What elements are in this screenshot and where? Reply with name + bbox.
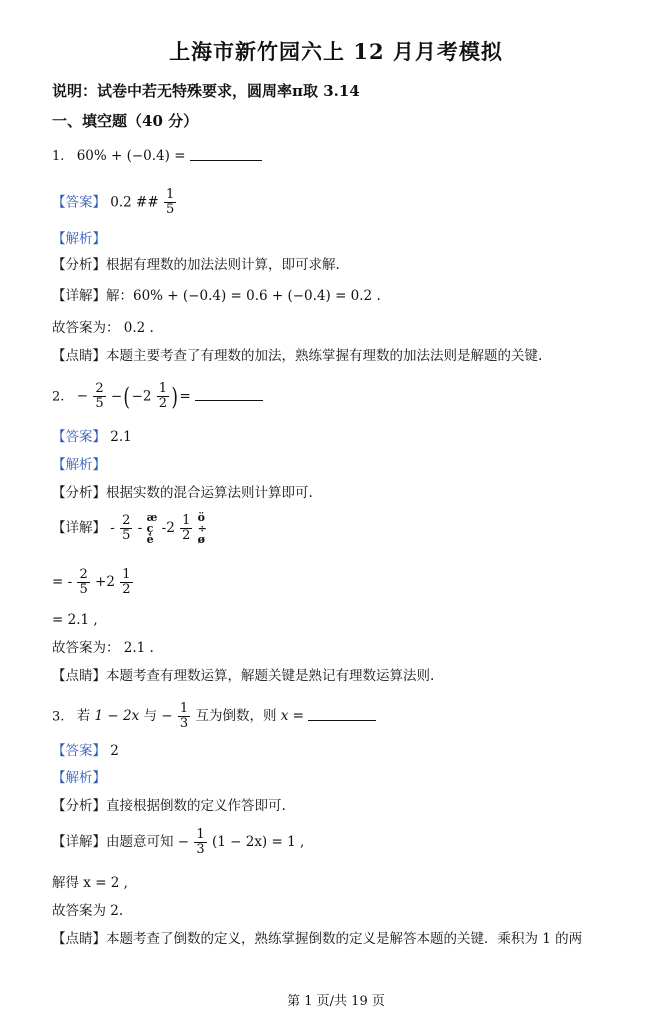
analysis-tag-line (52, 772, 106, 786)
fraction-numerator: 1 (165, 187, 175, 202)
xiangjie-line (52, 290, 381, 304)
fenxi-text: 根据有理数的加法法则计算，即可求解. (106, 257, 340, 273)
fraction-denominator: 5 (79, 582, 88, 598)
xiangjie-tag: 【详解】 (52, 288, 106, 304)
analysis-tag: 【解析】 (52, 770, 106, 786)
fenxi-line (52, 487, 313, 501)
fraction-denominator: 3 (179, 716, 189, 732)
step-result: = 2.1 , (52, 612, 98, 628)
analysis-tag-line (52, 233, 106, 247)
fraction-b (180, 514, 192, 544)
fraction-numerator: 1 (196, 827, 205, 842)
answer-fraction (164, 188, 176, 218)
answer-blank (195, 399, 263, 401)
step-line (52, 568, 134, 598)
xiangjie-tag: 【详解】 (52, 519, 106, 536)
question-3: 3. 若 1 − 2x 与 − $\frac{1}{3}$ 互为倒数，则 x = (52, 702, 376, 732)
conclusion-line: 故答案为： 2.1 . (52, 640, 154, 656)
xiangjie-line: 【详解】 - $\frac{2}{5}$ - æ ç è -2 $\frac{1}{2}$ ö ÷ ø (52, 511, 207, 546)
question-text: 若 (76, 708, 91, 725)
fraction-numerator: 2 (95, 381, 104, 396)
answer-line (52, 188, 177, 218)
question-fraction (178, 702, 190, 732)
fraction-numerator: 1 (122, 567, 131, 582)
fraction-denominator: 2 (122, 582, 131, 598)
xiangjie-fraction (194, 828, 206, 858)
fenxi-line (52, 800, 286, 814)
xiangjie-tag: 【详解】 (52, 834, 106, 851)
garble-bot: è (146, 533, 154, 546)
page-title: 上海市新竹园六上 12 月月考模拟 (169, 39, 503, 64)
xiangjie-expression: (1 − 2x) = 1 , (211, 834, 305, 851)
section-heading: 一、填空题（40 分） (52, 112, 199, 130)
fraction-numerator: 2 (79, 567, 88, 582)
fraction-denominator: 3 (196, 842, 205, 858)
dianjing-text: 本题考查了倒数的定义，熟练掌握倒数的定义是解答本题的关键．乘积为 1 的两 (106, 931, 583, 947)
answer-blank (190, 159, 262, 161)
mixed-whole: 2 (166, 519, 175, 536)
question-variable: x = (280, 708, 304, 725)
page-footer: 第 1 页/共 19 页 (287, 994, 385, 1009)
xiangjie-expression: 60% + (−0.4) = 0.6 + (−0.4) = 0.2 . (133, 288, 381, 304)
fenxi-tag: 【分析】 (52, 257, 106, 273)
question-text: 互为倒数，则 (195, 708, 277, 725)
fenxi-tag: 【分析】 (52, 485, 106, 501)
fraction-b (120, 568, 132, 598)
garble-mid: ÷ (197, 522, 207, 535)
fenxi-line (52, 259, 340, 273)
garble-bot: ø (197, 533, 205, 546)
conclusion-line: 故答案为： 0.2 . (52, 320, 154, 336)
fraction-denominator: 5 (122, 528, 131, 543)
answer-line (52, 431, 132, 445)
analysis-tag: 【解析】 (52, 231, 106, 247)
fraction-numerator: 1 (158, 381, 168, 396)
answer-blank (308, 719, 376, 721)
xiangjie-prefix: 由题意可知 (106, 834, 174, 851)
dianjing-line (52, 670, 434, 684)
garble-mid: ç (146, 522, 154, 535)
question-expression: 1 − 2x (94, 708, 140, 725)
fraction-numerator: 1 (182, 512, 191, 528)
analysis-tag: 【解析】 (52, 457, 106, 473)
garble-top: æ (146, 511, 158, 524)
fraction-denominator: 5 (95, 396, 104, 412)
fraction-denominator: 2 (158, 396, 168, 412)
conclusion-line: 故答案为 2. (52, 903, 124, 919)
mixed-whole: 2 (142, 388, 152, 405)
fraction-a (93, 382, 105, 412)
garbled-bracket-right (198, 512, 207, 545)
dianjing-line (52, 933, 582, 947)
xiangjie-prefix: 解： (106, 288, 133, 304)
dianjing-tag: 【点睛】 (52, 348, 106, 364)
fraction-a (77, 568, 89, 598)
fraction-b (157, 382, 169, 412)
question-1 (52, 150, 262, 164)
answer-tag: 【答案】 (52, 429, 106, 445)
dianjing-line (52, 350, 542, 364)
analysis-tag-line (52, 459, 106, 473)
fraction-denominator: 2 (182, 528, 191, 543)
question-number: 1. (52, 149, 65, 164)
fraction-a (120, 514, 132, 544)
answer-value: 2.1 (110, 429, 132, 445)
fenxi-text: 根据实数的混合运算法则计算即可. (106, 485, 313, 501)
question-number: 2. (52, 389, 65, 405)
garbled-bracket-left (147, 512, 158, 545)
fenxi-text: 直接根据倒数的定义作答即可. (106, 798, 286, 814)
answer-line (52, 745, 119, 759)
question-expression: 60% + (−0.4) = (76, 148, 186, 164)
xiangjie-line: 【详解】由题意可知 − $\frac{1}{3}$ (1 − 2x) = 1 , (52, 827, 305, 858)
solve-line: 解得 x = 2 , (52, 875, 128, 891)
dianjing-text: 本题主要考查了有理数的加法，熟练掌握有理数的加法法则是解题的关键. (106, 348, 543, 364)
garble-top: ö (197, 511, 205, 524)
exam-note: 说明：试卷中若无特殊要求，圆周率π取 3.14 (52, 82, 360, 100)
answer-value: 2 (110, 743, 119, 759)
answer-tag: 【答案】 (52, 743, 106, 759)
dianjing-text: 本题考查有理数运算，解题关键是熟记有理数运算法则. (106, 668, 435, 684)
step-plus: +2 (95, 574, 115, 591)
dianjing-tag: 【点睛】 (52, 668, 106, 684)
question-number: 3. (52, 709, 65, 725)
answer-tag: 【答案】 (52, 194, 106, 211)
fraction-numerator: 2 (122, 512, 131, 528)
step-prefix: = - (52, 574, 73, 591)
fenxi-tag: 【分析】 (52, 798, 106, 814)
question-text: 与 (143, 708, 157, 725)
question-2: 2. − $\frac{2}{5}$ −(−2 $\frac{1}{2}$ )= (52, 382, 263, 412)
dianjing-tag: 【点睛】 (52, 931, 106, 947)
fraction-denominator: 5 (165, 202, 175, 218)
answer-value: 0.2 ## (110, 194, 159, 211)
fraction-numerator: 1 (179, 701, 189, 716)
